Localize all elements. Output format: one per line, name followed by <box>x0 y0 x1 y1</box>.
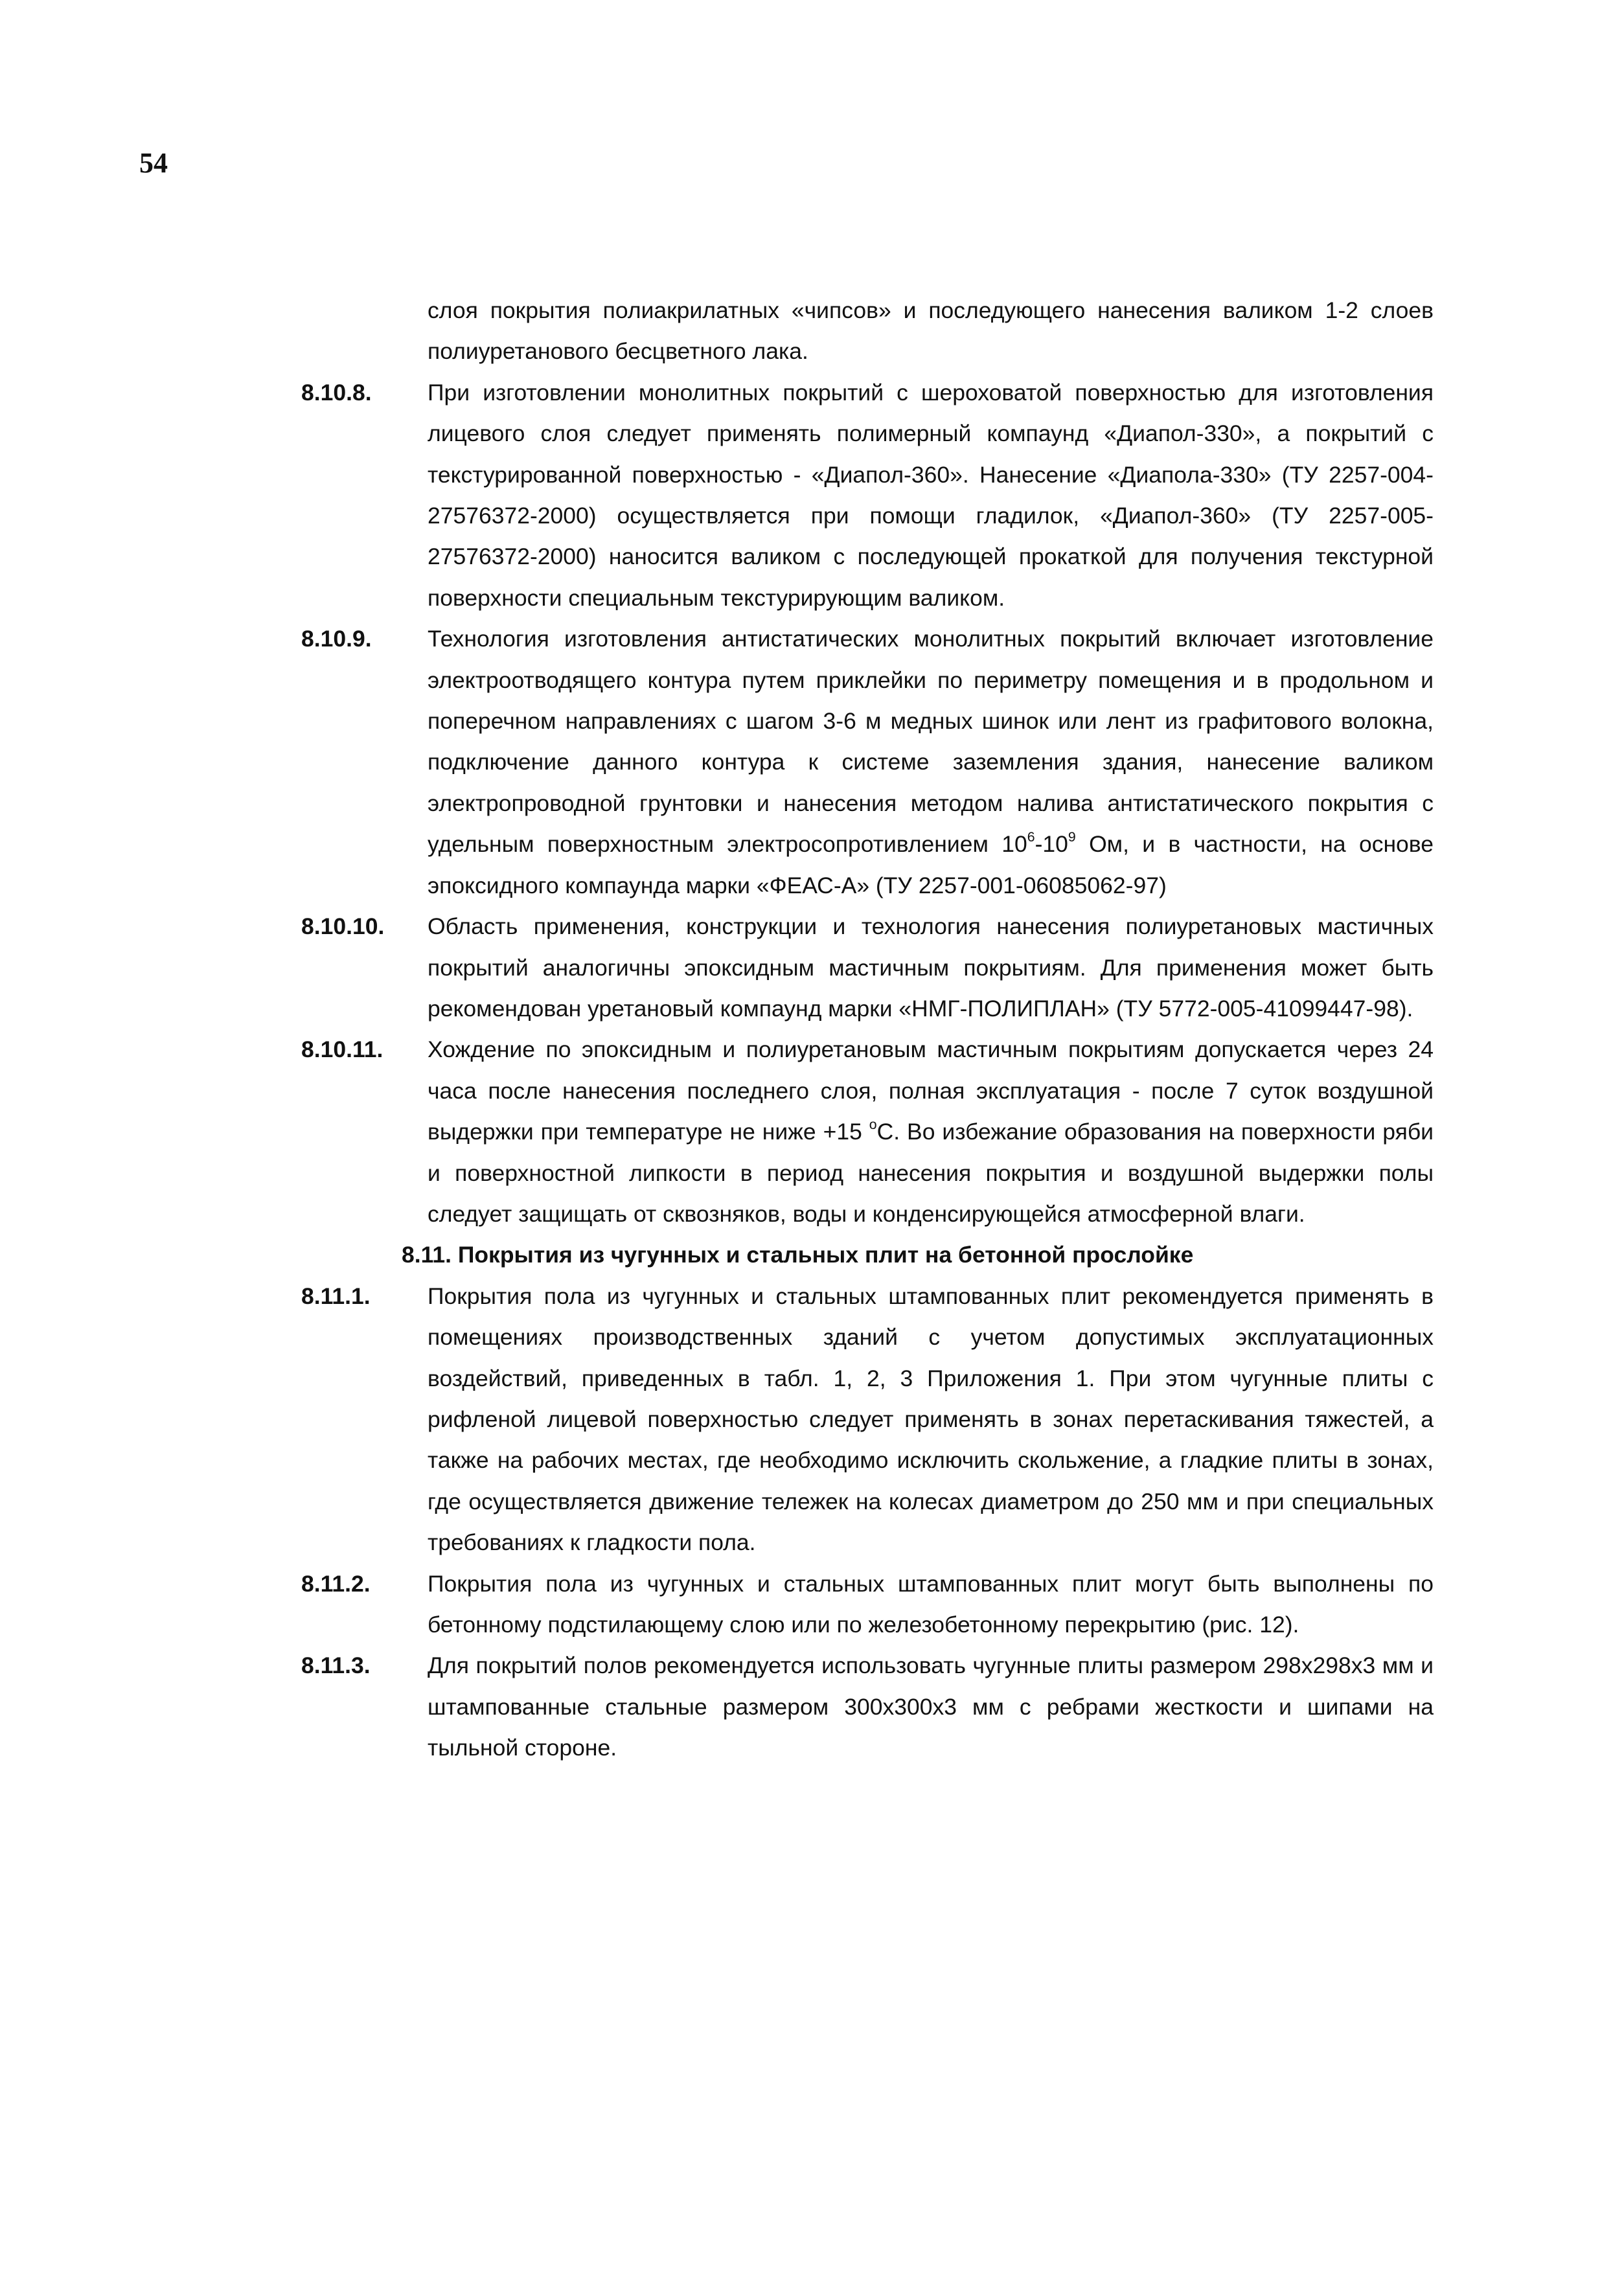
continuation-paragraph: слоя покрытия полиакрилатных «чипсов» и последующего нанесения валиком 1-2 слоев полиуретанового бесцветного лака. <box>428 297 1434 365</box>
paragraph-text: Для покрытий полов рекомендуется использовать чугунные плиты размером 298х298х3 мм и штампованные стальные размером 300х300х3 мм с ребрами жесткости и шипами на тыльной стороне. <box>428 1652 1434 1761</box>
page-body <box>301 290 1434 1769</box>
text-segment: -10 <box>1035 831 1068 858</box>
paragraph-text <box>428 1029 1434 1235</box>
paragraph-number: 8.10.8. <box>301 379 372 405</box>
paragraph-8-10-8 <box>301 372 1434 619</box>
paragraph-number: 8.10.9. <box>301 626 372 652</box>
paragraph-number: 8.11.2. <box>301 1570 371 1597</box>
paragraph-number: 8.10.11. <box>301 1036 383 1063</box>
superscript-exponent: 9 <box>1068 829 1076 845</box>
paragraph-text: Покрытия пола из чугунных и стальных штампованных плит рекомендуется применять в помещениях производственных зданий с учетом допустимых эксплуатационных воздействий, приведенных в табл. 1, 2, 3 Приложения 1. При этом чугунные плиты с рифленой лицевой поверхностью следует применять в зонах перетаскивания тяжестей, а также на рабочих местах, где необходимо исключить скольжение, а гладкие плиты в зонах, где осуществляется движение тележек на колесах диаметром до 250 мм и при специальных требованиях к гладкости пола. <box>428 1283 1434 1556</box>
degree-superscript: o <box>869 1117 877 1133</box>
section-heading: 8.11. Покрытия из чугунных и стальных плит на бетонной прослойке <box>402 1242 1194 1268</box>
paragraph-8-11-2 <box>301 1564 1434 1646</box>
paragraph-8-11-3 <box>301 1645 1434 1768</box>
paragraph-text: Область применения, конструкции и технология нанесения полиуретановых мастичных покрытий аналогичны эпоксидным мастичным покрытиям. Для применения может быть рекомендован уретановый компаунд марки «НМГ-ПОЛИПЛАН» (ТУ 5772-005-41099447-98). <box>428 913 1434 1022</box>
paragraph-number: 8.11.3. <box>301 1652 371 1679</box>
text-segment: Технология изготовления антистатических монолитных покрытий включает изготовление электроотводящего контура путем приклейки по периметру помещения и в продольном и поперечном направлениях с шагом 3-6 м медных шинок или лент из графитового волокна, подключение данного контура к системе заземления здания, нанесение валиком электропроводной грунтовки и нанесения методом налива антистатического покрытия с удельным поверхностным электросопротивлением 10 <box>428 626 1434 858</box>
paragraph-8-11-1 <box>301 1276 1434 1564</box>
page-number: 54 <box>139 147 168 179</box>
paragraph-text: При изготовлении монолитных покрытий с шероховатой поверхностью для изготовления лицевого слоя следует применять полимерный компаунд «Диапол-330», а покрытий с текстурированной поверхностью - «Диапол-360». Нанесение «Диапола-330» (ТУ 2257-004-27576372-2000) осуществляется при помощи гладилок, «Диапол-360» (ТУ 2257-005-27576372-2000) наносится валиком с последующей прокаткой для получения текстурной поверхности специальным текстурирующим валиком. <box>428 379 1434 611</box>
text-segment: С. Во избежание образования на поверхности ряби и поверхностной липкости в период нанесения покрытия и воздушной выдержки полы следует защищать от сквозняков, воды и конденсирующейся атмосферной влаги. <box>428 1119 1434 1227</box>
paragraph-number: 8.11.1. <box>301 1283 371 1309</box>
paragraph-number: 8.10.10. <box>301 913 385 940</box>
paragraph-8-10-11 <box>301 1029 1434 1235</box>
paragraph-text: Покрытия пола из чугунных и стальных штампованных плит могут быть выполнены по бетонному подстилающему слою или по железобетонному перекрытию (рис. 12). <box>428 1570 1434 1638</box>
text-segment: Ом, и в частности, на основе эпоксидного компаунда марки «ФЕАС-А» (ТУ 2257-001-06085062-97) <box>428 831 1434 898</box>
paragraph-8-10-10 <box>301 906 1434 1029</box>
paragraph-text <box>428 619 1434 906</box>
text-segment: Хождение по эпоксидным и полиуретановым мастичным покрытиям допускается через 24 часа после нанесения последнего слоя, полная эксплуатация - после 7 суток воздушной выдержки при температуре не ниже +15 <box>428 1036 1434 1145</box>
paragraph-8-10-9 <box>301 619 1434 906</box>
superscript-exponent: 6 <box>1027 829 1035 845</box>
